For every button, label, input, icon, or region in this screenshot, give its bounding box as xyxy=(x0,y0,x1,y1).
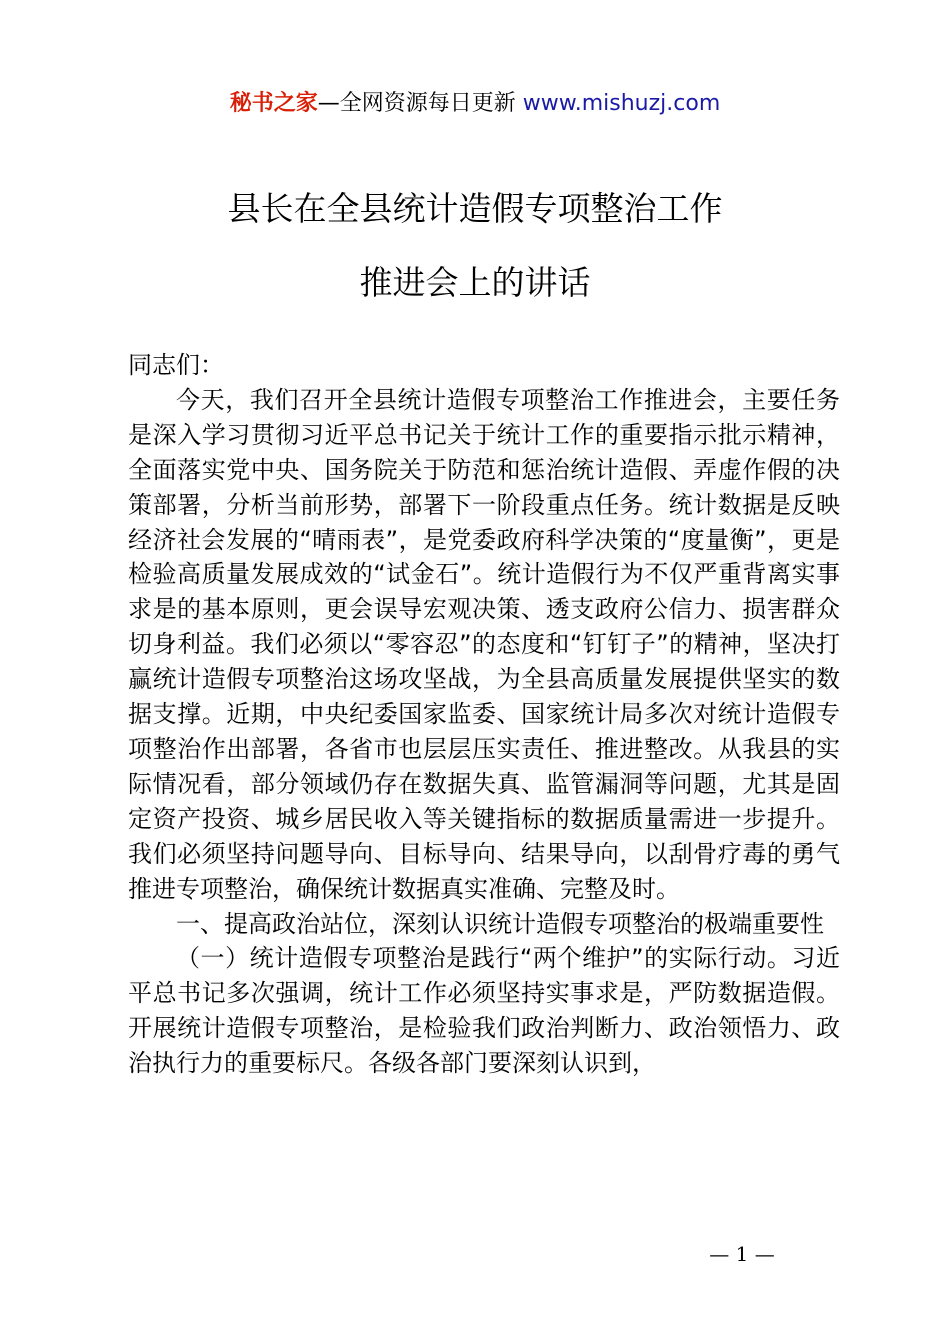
header-tagline: —全网资源每日更新 xyxy=(317,91,516,116)
body-paragraph: 今天，我们召开全县统计造假专项整治工作推进会，主要任务是深入学习贯彻习近平总书记关于统计工作的重要指示批示精神，全面落实党中央、国务院关于防范和惩治统计造假、弄虚作假的决策部署，分析当前形势，部署下一阶段重点任务。统计数据是反映经济社会发展的“晴雨表”，是党委政府科学决策的“度量衡”，更是检验高质量发展成效的“试金石”。统计造假行为不仅严重背离实事求是的基本原则，更会误导宏观决策、透支政府公信力、损害群众切身利益。我们必须以“零容忍”的态度和“钉钉子”的精神，坚决打赢统计造假专项整治这场攻坚战，为全县高质量发展提供坚实的数据支撑。近期，中央纪委国家监委、国家统计局多次对统计造假专项整治作出部署，各省市也层层压实责任、推进整改。从我县的实际情况看，部分领域仍存在数据失真、监管漏洞等问题，尤其是固定资产投资、城乡居民收入等关键指标的数据质量需进一步提升。我们必须坚持问题导向、目标导向、结果导向，以刮骨疗毒的勇气推进专项整治，确保统计数据真实准确、完整及时。 xyxy=(128,385,840,903)
site-url-link[interactable]: www.mishuzj.com xyxy=(522,91,721,116)
title-line-2: 推进会上的讲话 xyxy=(359,263,591,302)
site-header xyxy=(0,86,950,122)
document-title xyxy=(0,186,950,334)
document-body xyxy=(128,348,840,1081)
salutation: 同志们： xyxy=(128,351,224,379)
page-number: — 1 — xyxy=(709,1242,775,1266)
body-paragraph: （一）统计造假专项整治是践行“两个维护”的实际行动。习近平总书记多次强调，统计工作必须坚持实事求是，严防数据造假。开展统计造假专项整治，是检验我们政治判断力、政治领悟力、政治执行力的重要标尺。各级各部门要深刻认识到， xyxy=(128,944,840,1078)
title-line-1: 县长在全县统计造假专项整治工作 xyxy=(227,189,723,228)
section-heading: 一、提高政治站位，深刻认识统计造假专项整治的极端重要性 xyxy=(176,909,824,938)
brand-name: 秘书之家 xyxy=(229,91,318,116)
